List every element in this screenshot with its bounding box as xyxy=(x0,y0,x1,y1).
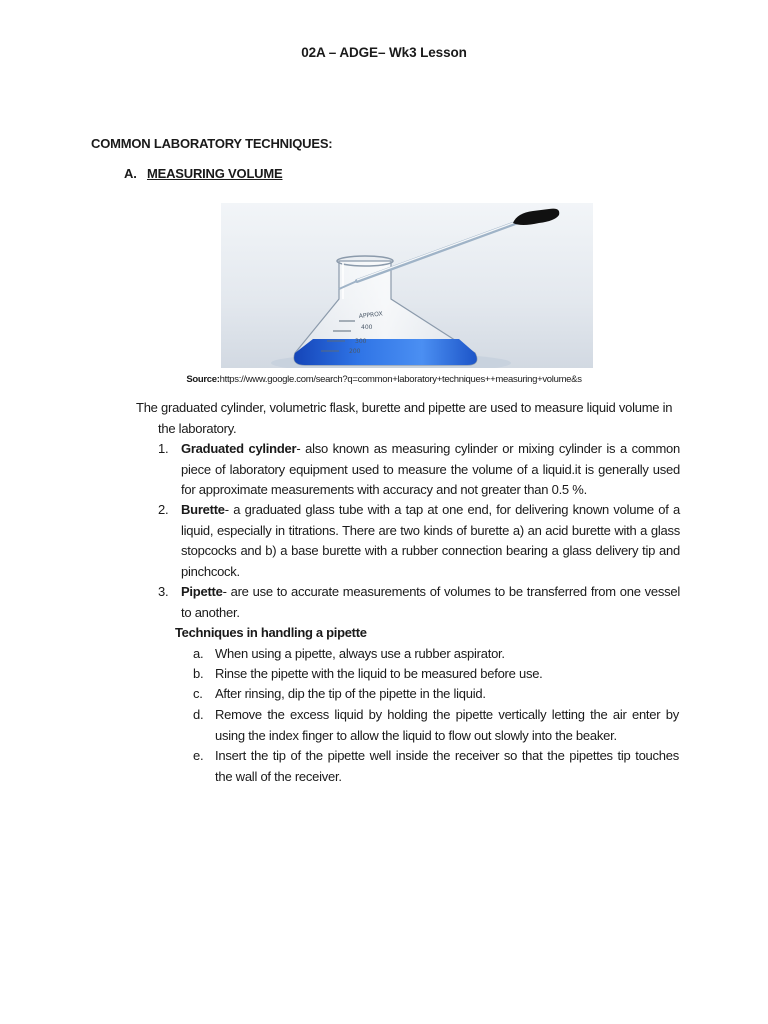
intro-paragraph xyxy=(136,398,681,439)
flask-mark-label: 300 xyxy=(355,338,367,345)
intro-line-1: The graduated cylinder, volumetric flask, burette and pipette are used to measure liquid volume in xyxy=(136,400,673,415)
list-item xyxy=(158,500,680,582)
subsection-marker: A. xyxy=(124,166,137,181)
page-header xyxy=(0,45,768,60)
list-number: 1. xyxy=(158,441,169,456)
subsection-title: MEASURING VOLUME xyxy=(147,166,283,181)
technique-text: When using a pipette, always use a rubber aspirator. xyxy=(215,646,505,661)
list-item xyxy=(193,664,679,685)
list-letter: d. xyxy=(193,707,204,722)
flask-mark-label: 200 xyxy=(349,348,361,355)
list-item xyxy=(193,684,679,705)
caption-url: https://www.google.com/search?q=common+laboratory+techniques++measuring+volume&s xyxy=(219,374,582,385)
technique-text: Rinse the pipette with the liquid to be measured before use. xyxy=(215,666,543,681)
instrument-term: Burette xyxy=(181,502,225,517)
list-item xyxy=(193,705,679,746)
instrument-description: - are use to accurate measurements of volumes to be transferred from one vessel to another. xyxy=(181,584,680,620)
intro-line-2: the laboratory. xyxy=(158,420,237,436)
technique-text: Remove the excess liquid by holding the pipette vertically letting the air enter by using the index finger to allow the liquid to flow out slowly into the beaker. xyxy=(215,707,679,743)
subsection-heading xyxy=(124,166,282,181)
techniques-heading: Techniques in handling a pipette xyxy=(175,625,367,640)
list-letter: c. xyxy=(193,686,203,701)
section-title: COMMON LABORATORY TECHNIQUES: xyxy=(91,136,333,151)
caption-label: Source: xyxy=(186,374,220,385)
list-letter: e. xyxy=(193,748,204,763)
technique-text: Insert the tip of the pipette well inside the receiver so that the pipettes tip touches the wall of the receiver. xyxy=(215,748,679,784)
page-header-title: 02A – ADGE– Wk3 Lesson xyxy=(301,45,467,60)
list-item xyxy=(193,644,679,665)
list-number: 2. xyxy=(158,502,169,517)
flask-mark-label: 400 xyxy=(361,324,373,331)
image-caption xyxy=(0,374,768,385)
flask-illustration xyxy=(221,203,593,368)
flask-liquid xyxy=(294,339,477,365)
list-letter: b. xyxy=(193,666,204,681)
list-letter: a. xyxy=(193,646,204,661)
instrument-description: - also known as measuring cylinder or mixing cylinder is a common piece of laboratory equipment used to measure the volume of a liquid.it is generally used for approximate measurements with accuracy and not greater than 0.5 %. xyxy=(181,441,680,497)
list-item xyxy=(158,582,680,623)
instrument-description: - a graduated glass tube with a tap at one end, for delivering known volume of a liquid, especially in titrations. There are two kinds of burette a) an acid burette with a glass stopcocks and b) a base burette with a rubber connection bearing a glass delivery tip and pinchcock. xyxy=(181,502,680,579)
technique-text: After rinsing, dip the tip of the pipette in the liquid. xyxy=(215,686,486,701)
instrument-term: Pipette xyxy=(181,584,223,599)
list-item xyxy=(158,439,680,501)
list-number: 3. xyxy=(158,584,169,599)
instrument-term: Graduated cylinder xyxy=(181,441,297,456)
flask-mark-label: APPROX xyxy=(358,310,384,320)
flask-photo xyxy=(221,203,593,368)
list-item xyxy=(193,746,679,787)
